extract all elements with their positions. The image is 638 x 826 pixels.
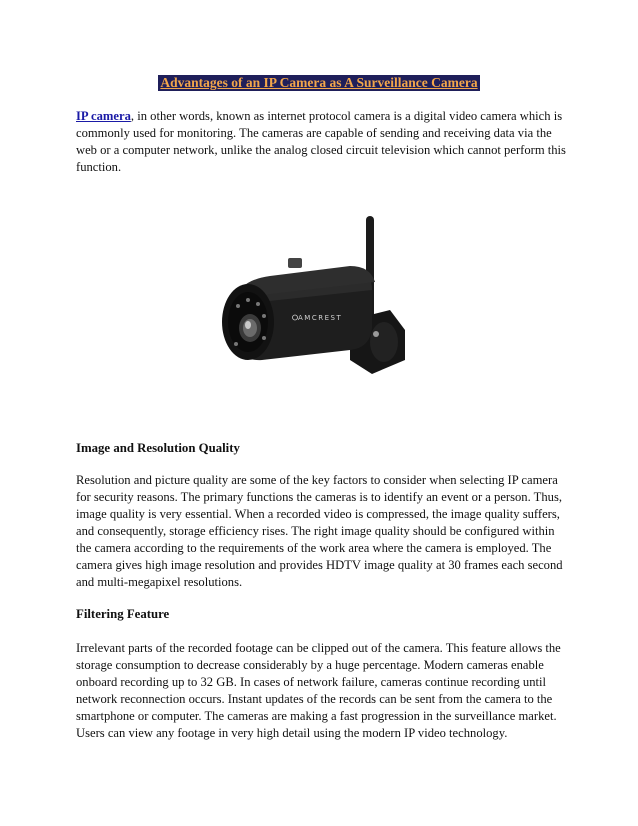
section-heading-image-quality: Image and Resolution Quality xyxy=(76,441,240,455)
section-body-image-quality: Resolution and picture quality are some of the key factors to consider when selecting IP camera for security reasons. The primary functions the cameras is to identify an event or a person. Thus, image quality is very essential. When a recorded video is compressed, the image quality suffers, and consequently, storage efficiency rises. The right image quality should be configured within the camera according to the requirements of the work area where the camera is employed. The camera gives high image resolution and provides HDTV image quality at 30 frames each second and multi-megapixel resolutions. xyxy=(76,473,563,589)
section-body-filtering: Irrelevant parts of the recorded footage can be clipped out of the camera. This feature allows the storage consumption to decrease considerably by a huge percentage. Modern cameras enable onboard recording up to 32 GB. In cases of network failure, cameras continue recording until network reconnection occurs. Instant updates of the records can be sent from the camera to the smartphone or computer. The cameras are making a fast progression in the surveillance market. Users can view any footage in very high detail using the modern IP video technology. xyxy=(76,641,561,740)
section-heading-filtering: Filtering Feature xyxy=(76,607,170,621)
ip-camera-image xyxy=(200,210,440,390)
ip-camera-link[interactable]: IP camera xyxy=(76,109,131,123)
camera-brand-text: AMCREST xyxy=(298,314,343,322)
title-container xyxy=(0,74,638,92)
intro-paragraph xyxy=(76,108,566,176)
page-title: Advantages of an IP Camera as A Surveillance Camera xyxy=(160,75,478,90)
intro-text: , in other words, known as internet protocol camera is a digital video camera which is commonly used for monitoring. The cameras are capable of sending and receiving data via the web or a computer network, unlike the analog closed circuit television which cannot perform this function. xyxy=(76,109,566,174)
